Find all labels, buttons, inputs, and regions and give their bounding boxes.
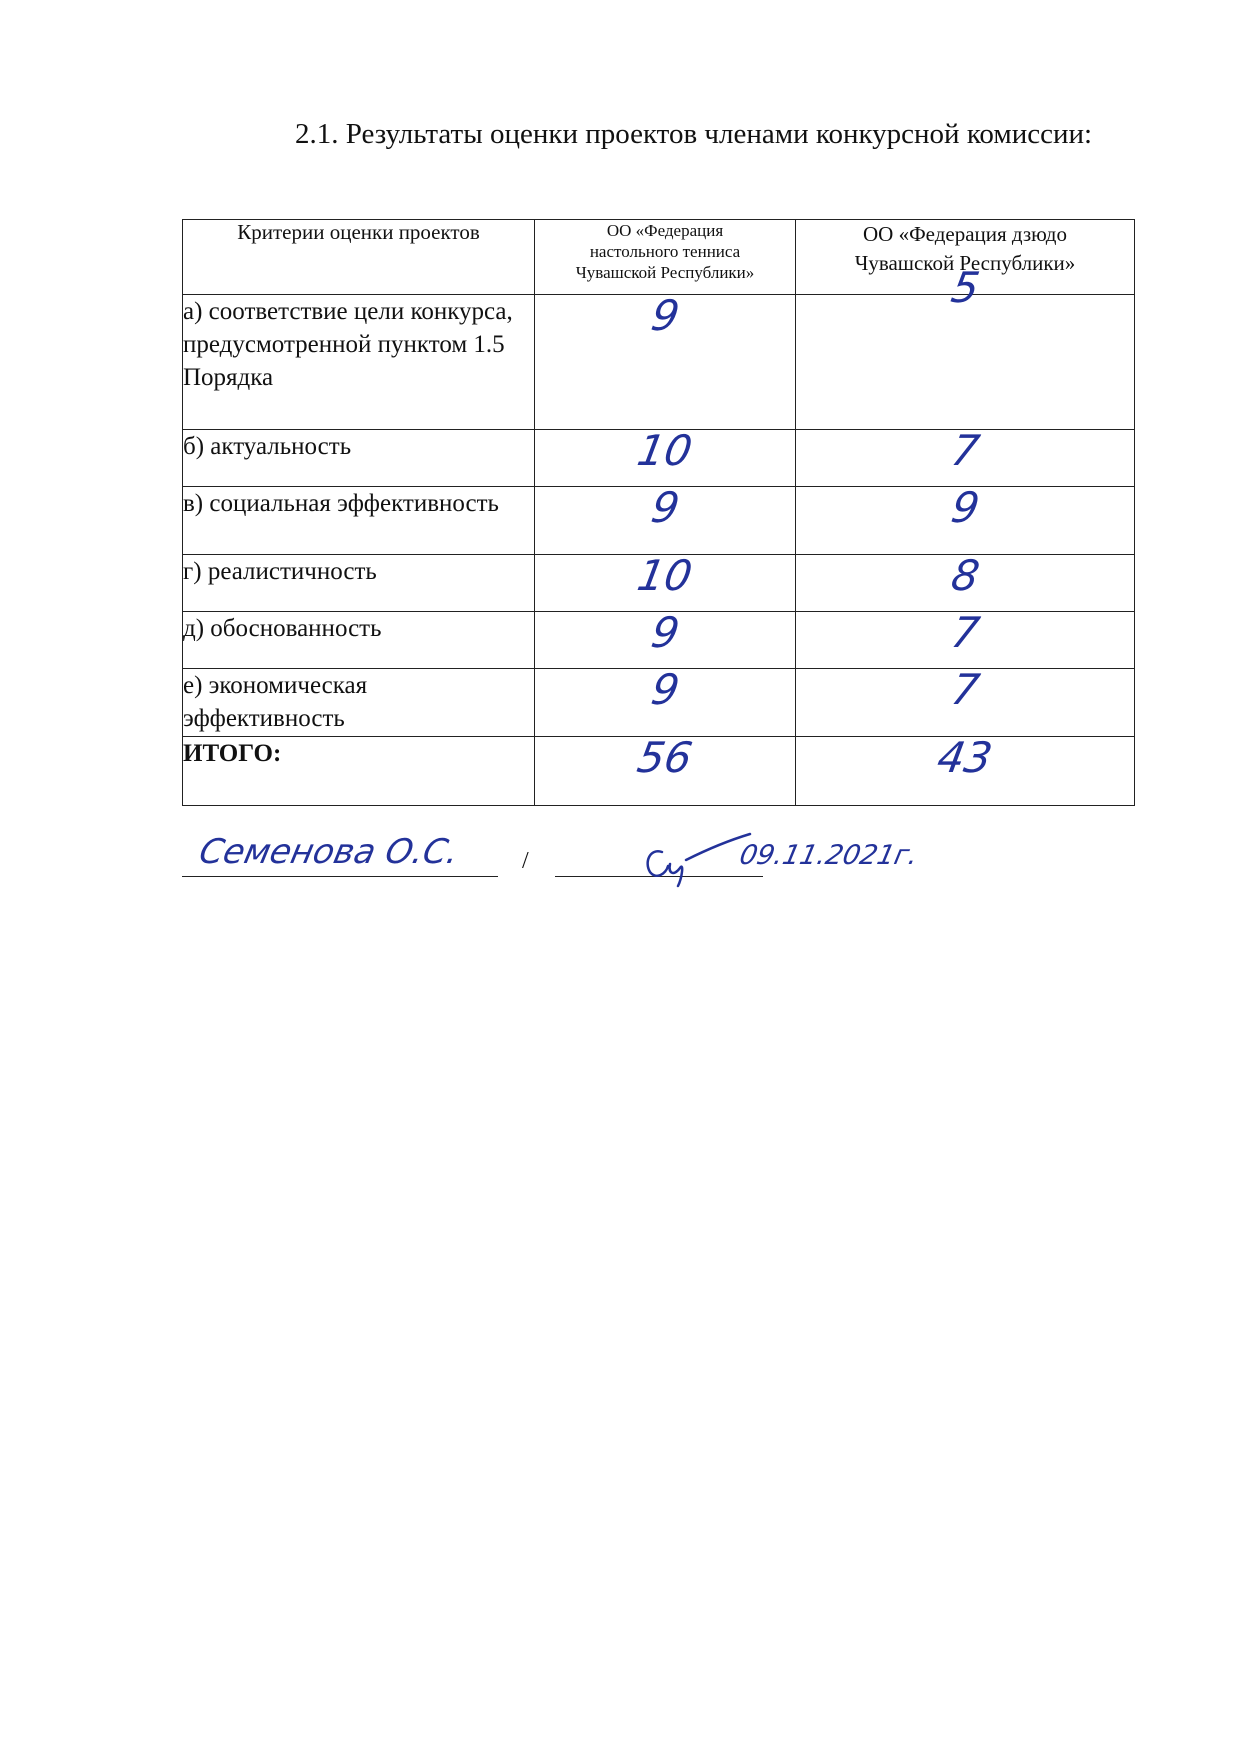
- evaluation-table: [182, 219, 1135, 806]
- header-line: ОО «Федерация дзюдо: [863, 222, 1067, 246]
- handwritten-score: 7: [947, 426, 983, 475]
- score-cell-judo: [796, 426, 1135, 487]
- score-cell-tennis: [535, 608, 796, 669]
- criterion-cell: в) социальная эффективность: [183, 487, 535, 555]
- handwritten-score: 7: [947, 608, 983, 657]
- handwritten-score: 7: [947, 665, 983, 714]
- signature-line-name: [182, 876, 498, 877]
- criterion-cell: а) соответствие цели конкурса, предусмотренной пунктом 1.5 Порядка: [183, 295, 535, 430]
- criterion-cell: б) актуальность: [183, 430, 535, 487]
- header-criteria: Критерии оценки проектов: [183, 220, 535, 295]
- handwritten-score: 43: [934, 733, 997, 782]
- page-heading: 2.1. Результаты оценки проектов членами конкурсной комиссии:: [295, 118, 1093, 150]
- criterion-cell: е) экономическая эффективность: [183, 669, 535, 737]
- header-line: Чувашской Республики»: [854, 251, 1076, 275]
- score-cell-tennis: [535, 426, 796, 487]
- header-line: Чувашской Республики»: [575, 263, 755, 282]
- total-score-judo: [796, 733, 1135, 806]
- handwritten-score: 9: [947, 483, 983, 532]
- header-line: настольного тенниса: [589, 242, 741, 261]
- table-row: [183, 295, 1135, 430]
- table-row: [183, 430, 1135, 487]
- handwritten-score: 9: [647, 665, 683, 714]
- table-row: [183, 612, 1135, 669]
- criterion-cell: г) реалистичность: [183, 555, 535, 612]
- score-cell-judo: [796, 608, 1135, 669]
- table-header-row: [183, 220, 1135, 295]
- score-cell-judo: [796, 665, 1135, 737]
- score-cell-tennis: [535, 665, 796, 737]
- header-line: ОО «Федерация: [606, 221, 724, 240]
- total-score-tennis: [535, 733, 796, 806]
- handwritten-score: 9: [647, 483, 683, 532]
- handwritten-score: 8: [947, 551, 983, 600]
- handwritten-score: 9: [647, 291, 683, 340]
- handwritten-score: 9: [647, 608, 683, 657]
- score-cell-judo: [796, 551, 1135, 612]
- handwritten-date: 09.11.2021г.: [736, 840, 921, 871]
- score-cell-tennis: [535, 551, 796, 612]
- total-label: ИТОГО:: [183, 737, 535, 806]
- handwritten-score: 5: [947, 263, 983, 312]
- table-row: [183, 669, 1135, 737]
- handwritten-score: 10: [634, 426, 697, 475]
- handwritten-signer-name: Семенова О.С.: [195, 832, 463, 872]
- criterion-cell: д) обоснованность: [183, 612, 535, 669]
- handwritten-score: 10: [634, 551, 697, 600]
- table-total-row: [183, 737, 1135, 806]
- table-row: [183, 555, 1135, 612]
- handwritten-score: 56: [634, 733, 697, 782]
- header-table-tennis-federation: [535, 220, 796, 295]
- score-cell-tennis: [535, 483, 796, 555]
- table-row: [183, 487, 1135, 555]
- score-cell-tennis: [535, 291, 796, 430]
- score-cell-judo: [796, 483, 1135, 555]
- signature-separator: /: [522, 848, 529, 874]
